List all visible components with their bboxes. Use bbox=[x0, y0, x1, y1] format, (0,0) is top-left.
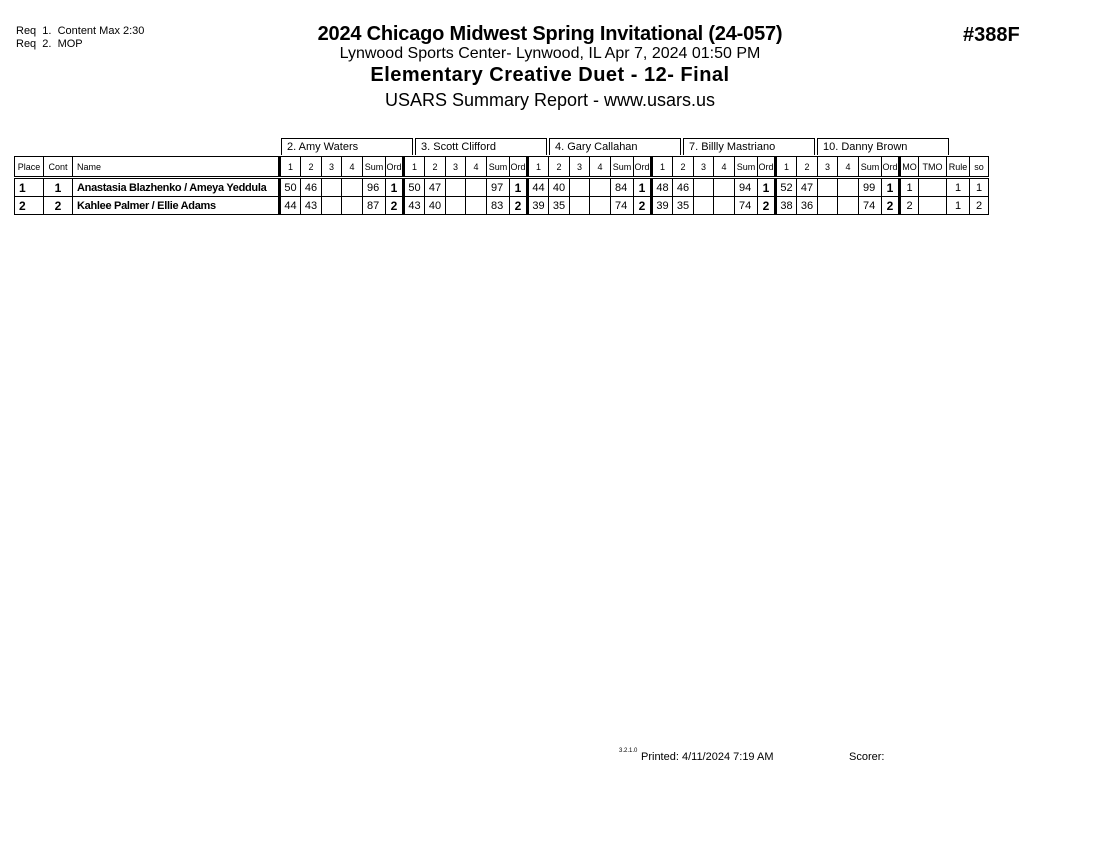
score-cell bbox=[694, 197, 714, 215]
score-cell bbox=[570, 197, 590, 215]
table-row bbox=[15, 179, 989, 197]
rule-cell: 1 bbox=[947, 179, 970, 197]
sum-header: Sum bbox=[611, 157, 634, 177]
cont-cell: 1 bbox=[44, 179, 73, 197]
score-cell bbox=[838, 179, 859, 197]
score-cell bbox=[466, 197, 487, 215]
score-cell: 39 bbox=[528, 197, 549, 215]
judge-header: 3. Scott Clifford bbox=[415, 138, 547, 155]
c4-header: 4 bbox=[714, 157, 735, 177]
score-cell bbox=[342, 197, 363, 215]
score-cell: 50 bbox=[280, 179, 301, 197]
score-cell bbox=[322, 197, 342, 215]
c4-header: 4 bbox=[466, 157, 487, 177]
c1-header: 1 bbox=[652, 157, 673, 177]
c1-header: 1 bbox=[280, 157, 301, 177]
c2-header: 2 bbox=[673, 157, 694, 177]
sum-cell: 83 bbox=[487, 197, 510, 215]
sum-cell: 94 bbox=[735, 179, 758, 197]
venue-date: Lynwood Sports Center- Lynwood, IL Apr 7, 2024 01:50 PM bbox=[339, 45, 761, 62]
c2-header: 2 bbox=[301, 157, 322, 177]
c3-header: 3 bbox=[446, 157, 466, 177]
so-cell: 1 bbox=[970, 179, 989, 197]
ord-header: Ord bbox=[510, 157, 528, 177]
mo-cell: 2 bbox=[900, 197, 919, 215]
c1-header: 1 bbox=[528, 157, 549, 177]
competition-title: 2024 Chicago Midwest Spring Invitational (24-057) bbox=[317, 23, 783, 45]
ord-cell: 1 bbox=[386, 179, 404, 197]
ord-cell: 1 bbox=[634, 179, 652, 197]
c3-header: 3 bbox=[322, 157, 342, 177]
ord-cell: 2 bbox=[758, 197, 776, 215]
column-header-row bbox=[15, 157, 989, 177]
score-cell bbox=[570, 179, 590, 197]
judge-header: 4. Gary Callahan bbox=[549, 138, 681, 155]
ord-cell: 1 bbox=[510, 179, 528, 197]
name-header: Name bbox=[73, 157, 280, 177]
scorer-label: Scorer: bbox=[849, 751, 885, 763]
requirement-2: Req 2. MOP bbox=[16, 38, 83, 50]
sum-cell: 74 bbox=[859, 197, 882, 215]
tmo-cell bbox=[919, 179, 947, 197]
score-cell bbox=[446, 197, 466, 215]
judge-header: 7. Billly Mastriano bbox=[683, 138, 815, 155]
sum-cell: 97 bbox=[487, 179, 510, 197]
sum-header: Sum bbox=[735, 157, 758, 177]
c1-header: 1 bbox=[776, 157, 797, 177]
sum-cell: 74 bbox=[735, 197, 758, 215]
sum-header: Sum bbox=[487, 157, 510, 177]
c3-header: 3 bbox=[570, 157, 590, 177]
version-code: 3.2.1.0 bbox=[619, 748, 638, 754]
score-cell bbox=[590, 197, 611, 215]
c1-header: 1 bbox=[404, 157, 425, 177]
score-cell: 44 bbox=[528, 179, 549, 197]
score-cell: 44 bbox=[280, 197, 301, 215]
event-name: Elementary Creative Duet - 12- Final bbox=[370, 64, 730, 86]
score-cell: 38 bbox=[776, 197, 797, 215]
c4-header: 4 bbox=[590, 157, 611, 177]
score-cell bbox=[466, 179, 487, 197]
judge-header: 10. Danny Brown bbox=[817, 138, 949, 155]
so-cell: 2 bbox=[970, 197, 989, 215]
score-cell bbox=[446, 179, 466, 197]
ord-cell: 2 bbox=[386, 197, 404, 215]
score-cell: 52 bbox=[776, 179, 797, 197]
c2-header: 2 bbox=[549, 157, 570, 177]
sum-cell: 74 bbox=[611, 197, 634, 215]
ord-cell: 2 bbox=[882, 197, 900, 215]
cont-header: Cont bbox=[44, 157, 73, 177]
ord-header: Ord bbox=[758, 157, 776, 177]
score-cell bbox=[694, 179, 714, 197]
place-header: Place bbox=[15, 157, 44, 177]
mo-cell: 1 bbox=[900, 179, 919, 197]
ord-header: Ord bbox=[634, 157, 652, 177]
results-table bbox=[14, 156, 989, 215]
c3-header: 3 bbox=[694, 157, 714, 177]
score-cell: 35 bbox=[673, 197, 694, 215]
judge-header-row bbox=[281, 138, 951, 155]
c3-header: 3 bbox=[818, 157, 838, 177]
ord-cell: 1 bbox=[758, 179, 776, 197]
score-cell bbox=[818, 179, 838, 197]
score-cell bbox=[322, 179, 342, 197]
sum-header: Sum bbox=[363, 157, 386, 177]
score-cell bbox=[342, 179, 363, 197]
score-cell: 43 bbox=[404, 197, 425, 215]
sum-cell: 87 bbox=[363, 197, 386, 215]
name-cell: Kahlee Palmer / Ellie Adams bbox=[73, 197, 280, 215]
score-cell bbox=[590, 179, 611, 197]
ord-cell: 2 bbox=[510, 197, 528, 215]
c4-header: 4 bbox=[342, 157, 363, 177]
score-cell: 46 bbox=[301, 179, 322, 197]
score-cell bbox=[838, 197, 859, 215]
score-cell bbox=[818, 197, 838, 215]
report-title: USARS Summary Report - www.usars.us bbox=[384, 90, 716, 110]
name-cell: Anastasia Blazhenko / Ameya Yeddula bbox=[73, 179, 280, 197]
score-cell: 40 bbox=[549, 179, 570, 197]
score-cell: 46 bbox=[673, 179, 694, 197]
rule-cell: 1 bbox=[947, 197, 970, 215]
cont-cell: 2 bbox=[44, 197, 73, 215]
score-cell: 47 bbox=[797, 179, 818, 197]
mo-header: MO bbox=[900, 157, 919, 177]
tmo-header: TMO bbox=[919, 157, 947, 177]
sum-cell: 84 bbox=[611, 179, 634, 197]
sum-cell: 99 bbox=[859, 179, 882, 197]
judge-header: 2. Amy Waters bbox=[281, 138, 413, 155]
event-number: #388F bbox=[963, 24, 1020, 46]
score-cell: 48 bbox=[652, 179, 673, 197]
sum-cell: 96 bbox=[363, 179, 386, 197]
c2-header: 2 bbox=[425, 157, 446, 177]
score-cell: 39 bbox=[652, 197, 673, 215]
sum-header: Sum bbox=[859, 157, 882, 177]
ord-cell: 1 bbox=[882, 179, 900, 197]
ord-header: Ord bbox=[882, 157, 900, 177]
score-cell: 50 bbox=[404, 179, 425, 197]
place-cell: 2 bbox=[15, 197, 44, 215]
score-cell bbox=[714, 197, 735, 215]
ord-cell: 2 bbox=[634, 197, 652, 215]
c4-header: 4 bbox=[838, 157, 859, 177]
score-cell bbox=[714, 179, 735, 197]
so-header: so bbox=[970, 157, 989, 177]
tmo-cell bbox=[919, 197, 947, 215]
score-cell: 47 bbox=[425, 179, 446, 197]
place-cell: 1 bbox=[15, 179, 44, 197]
score-cell: 35 bbox=[549, 197, 570, 215]
requirement-1: Req 1. Content Max 2:30 bbox=[16, 25, 145, 37]
score-cell: 36 bbox=[797, 197, 818, 215]
c2-header: 2 bbox=[797, 157, 818, 177]
score-cell: 40 bbox=[425, 197, 446, 215]
table-row bbox=[15, 197, 989, 215]
rule-header: Rule bbox=[947, 157, 970, 177]
printed-timestamp: Printed: 4/11/2024 7:19 AM bbox=[641, 751, 774, 763]
ord-header: Ord bbox=[386, 157, 404, 177]
score-cell: 43 bbox=[301, 197, 322, 215]
